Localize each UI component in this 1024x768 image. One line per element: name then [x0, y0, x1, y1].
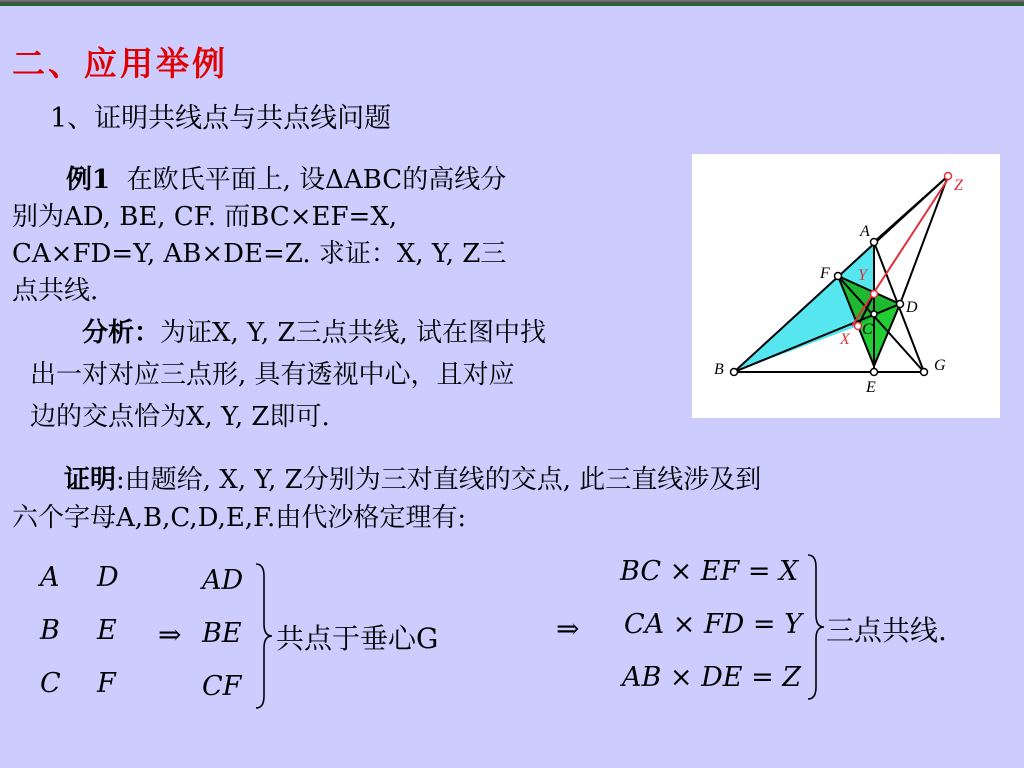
label-e: E	[866, 379, 876, 396]
label-x: X	[840, 331, 850, 348]
right-brace-2	[804, 553, 828, 701]
line-ad: AD	[202, 565, 244, 596]
right-brace-1	[252, 562, 276, 710]
concurrent-conclusion: 共点于垂心G	[276, 622, 439, 655]
label-z: Z	[954, 177, 963, 194]
point-f	[835, 273, 842, 280]
point-z	[945, 173, 952, 180]
analysis-line-2: 出一对对应三点形, 具有透视中心，且对应	[30, 360, 515, 390]
top-border	[0, 0, 1024, 6]
point-b	[731, 369, 738, 376]
example-line-4: 点共线.	[12, 276, 99, 306]
line-be: BE	[202, 618, 242, 649]
matrix-c: C	[40, 668, 61, 699]
equation-z: AB × DE = Z	[622, 662, 802, 693]
implies-arrow-1: ⇒	[158, 618, 182, 651]
equation-y: CA × FD = Y	[624, 609, 802, 640]
proof-text-1: :由题给, X, Y, Z分别为三对直线的交点, 此三直线涉及到	[116, 465, 762, 495]
label-c: C	[862, 321, 873, 338]
proof-line-2: 六个字母A,B,C,D,E,F.由代沙格定理有:	[12, 503, 467, 533]
point-y	[871, 291, 878, 298]
example-line-3: CA×FD=Y, AB×DE=Z. 求证：X, Y, Z三	[12, 239, 507, 269]
triangle-diagram	[692, 154, 1000, 418]
matrix-d: D	[97, 562, 119, 593]
point-e	[871, 369, 878, 376]
proof-label: 证明	[64, 465, 117, 495]
line-cf: CF	[202, 671, 242, 702]
matrix-f: F	[97, 668, 116, 699]
section-title: 二、应用举例	[12, 44, 228, 83]
label-d: D	[906, 299, 918, 316]
matrix-a: A	[40, 562, 60, 593]
subtitle: 1、证明共线点与共点线问题	[50, 103, 392, 134]
label-f: F	[820, 265, 830, 282]
example-line-2: 别为AD, BE, CF. 而BC×EF=X,	[12, 202, 398, 232]
example-line-1	[66, 162, 506, 199]
analysis-line-3: 边的交点恰为X, Y, Z即可.	[30, 402, 330, 432]
example-text-1: 在欧氏平面上, 设ΔABC的高线分	[126, 165, 507, 195]
label-a: A	[860, 223, 870, 240]
label-b: B	[714, 361, 724, 378]
triangle-figure	[692, 154, 1000, 418]
line-az	[874, 176, 948, 242]
collinear-conclusion: 三点共线.	[826, 614, 947, 647]
equation-x: BC × EF = X	[620, 556, 799, 587]
point-g	[921, 369, 928, 376]
proof-line-1	[64, 462, 761, 499]
matrix-b: B	[40, 615, 60, 646]
point-x	[855, 323, 862, 330]
analysis-line-1	[82, 315, 546, 352]
label-y: Y	[858, 267, 867, 284]
analysis-label: 分析：	[82, 318, 161, 348]
point-c	[871, 311, 877, 317]
point-a	[871, 239, 878, 246]
analysis-text-1: 为证X, Y, Z三点共线, 试在图中找	[160, 318, 546, 348]
point-d	[897, 301, 904, 308]
matrix-e: E	[97, 615, 117, 646]
implies-arrow-2: ⇒	[556, 612, 580, 645]
label-g: G	[934, 357, 946, 374]
example-label: 例1	[66, 165, 111, 195]
